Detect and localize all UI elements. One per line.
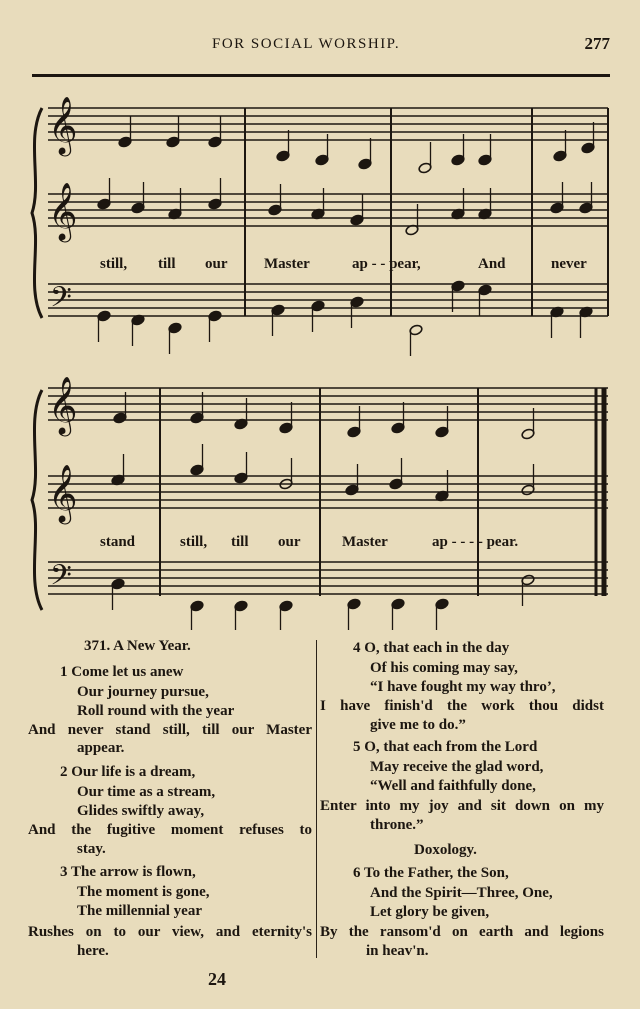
verse-line: Of his coming may say, (370, 660, 518, 676)
verse-line: 5 O, that each from the Lord (353, 739, 538, 755)
verse-line: here. (77, 943, 109, 959)
verse-line: “I have fought my way thro’, (370, 679, 556, 695)
page-number: 277 (584, 34, 610, 53)
running-title: FOR SOCIAL WORSHIP. (212, 36, 401, 52)
verse-line: Our time as a stream, (77, 784, 216, 800)
lyric-syllable: till (158, 256, 176, 272)
verse-line: Roll round with the year (77, 703, 235, 719)
verse-line: And the fugitive moment refuses to (28, 822, 312, 838)
lyric-syllable: Master (264, 256, 310, 272)
treble-clef: 𝄞 (48, 464, 78, 522)
lyric-syllable: And (478, 256, 506, 272)
bass-clef: 𝄢 (50, 281, 72, 321)
verse-line: give me to do.” (370, 717, 466, 733)
verse-line: Enter into my joy and sit down on my (320, 798, 604, 814)
verse-line: Glides swiftly away, (77, 803, 205, 819)
verse-line: 2 Our life is a dream, (60, 764, 196, 780)
lyric-syllable: ap - - pear, (352, 256, 421, 272)
lyric-syllable: our (205, 256, 228, 272)
hymn-title: 371. A New Year. (84, 638, 191, 654)
verse-line: And the Spirit—Three, One, (370, 885, 553, 901)
verse-line: And never stand still, till our Master (28, 722, 312, 738)
doxology-title: Doxology. (414, 842, 477, 858)
verse-line: 1 Come let us anew (60, 664, 184, 680)
lyric-syllable: still, (180, 534, 208, 550)
verse-line: 6 To the Father, the Son, (353, 865, 509, 881)
verse-line: 4 O, that each in the day (353, 640, 510, 656)
lyric-syllable: till (231, 534, 249, 550)
verse-line: appear. (77, 740, 125, 756)
verse-line: Our journey pursue, (77, 684, 209, 700)
verse-line: By the ransom'd on earth and legions (320, 924, 604, 940)
lyric-syllable: stand (100, 534, 136, 550)
verse-line: The millennial year (77, 903, 202, 919)
verse-line: “Well and faithfully done, (370, 778, 536, 794)
lyric-syllable: our (278, 534, 301, 550)
verse-line: I have finish'd the work thou didst (320, 698, 604, 714)
lyric-syllable: ap - - - - pear. (432, 534, 519, 550)
verse-line: in heav'n. (366, 943, 429, 959)
treble-clef: 𝄞 (48, 182, 78, 240)
verse-line: 3 The arrow is flown, (60, 864, 196, 880)
system-brace (32, 108, 42, 318)
treble-clef: 𝄞 (48, 376, 78, 434)
verse-line: Rushes on to our view, and eternity's (28, 924, 312, 940)
bass-clef: 𝄢 (50, 559, 72, 599)
column-divider (316, 640, 317, 958)
system-brace (32, 390, 42, 610)
lyric-syllable: never (551, 256, 587, 272)
signature-mark: 24 (208, 969, 226, 989)
verse-line: Let glory be given, (370, 904, 490, 920)
verse-line: stay. (77, 841, 106, 857)
verse-line: throne.” (370, 817, 424, 833)
verse-line: May receive the glad word, (370, 759, 544, 775)
lyric-syllable: still, (100, 256, 128, 272)
verse-line: The moment is gone, (77, 884, 210, 900)
lyric-syllable: Master (342, 534, 388, 550)
treble-clef: 𝄞 (48, 96, 78, 154)
